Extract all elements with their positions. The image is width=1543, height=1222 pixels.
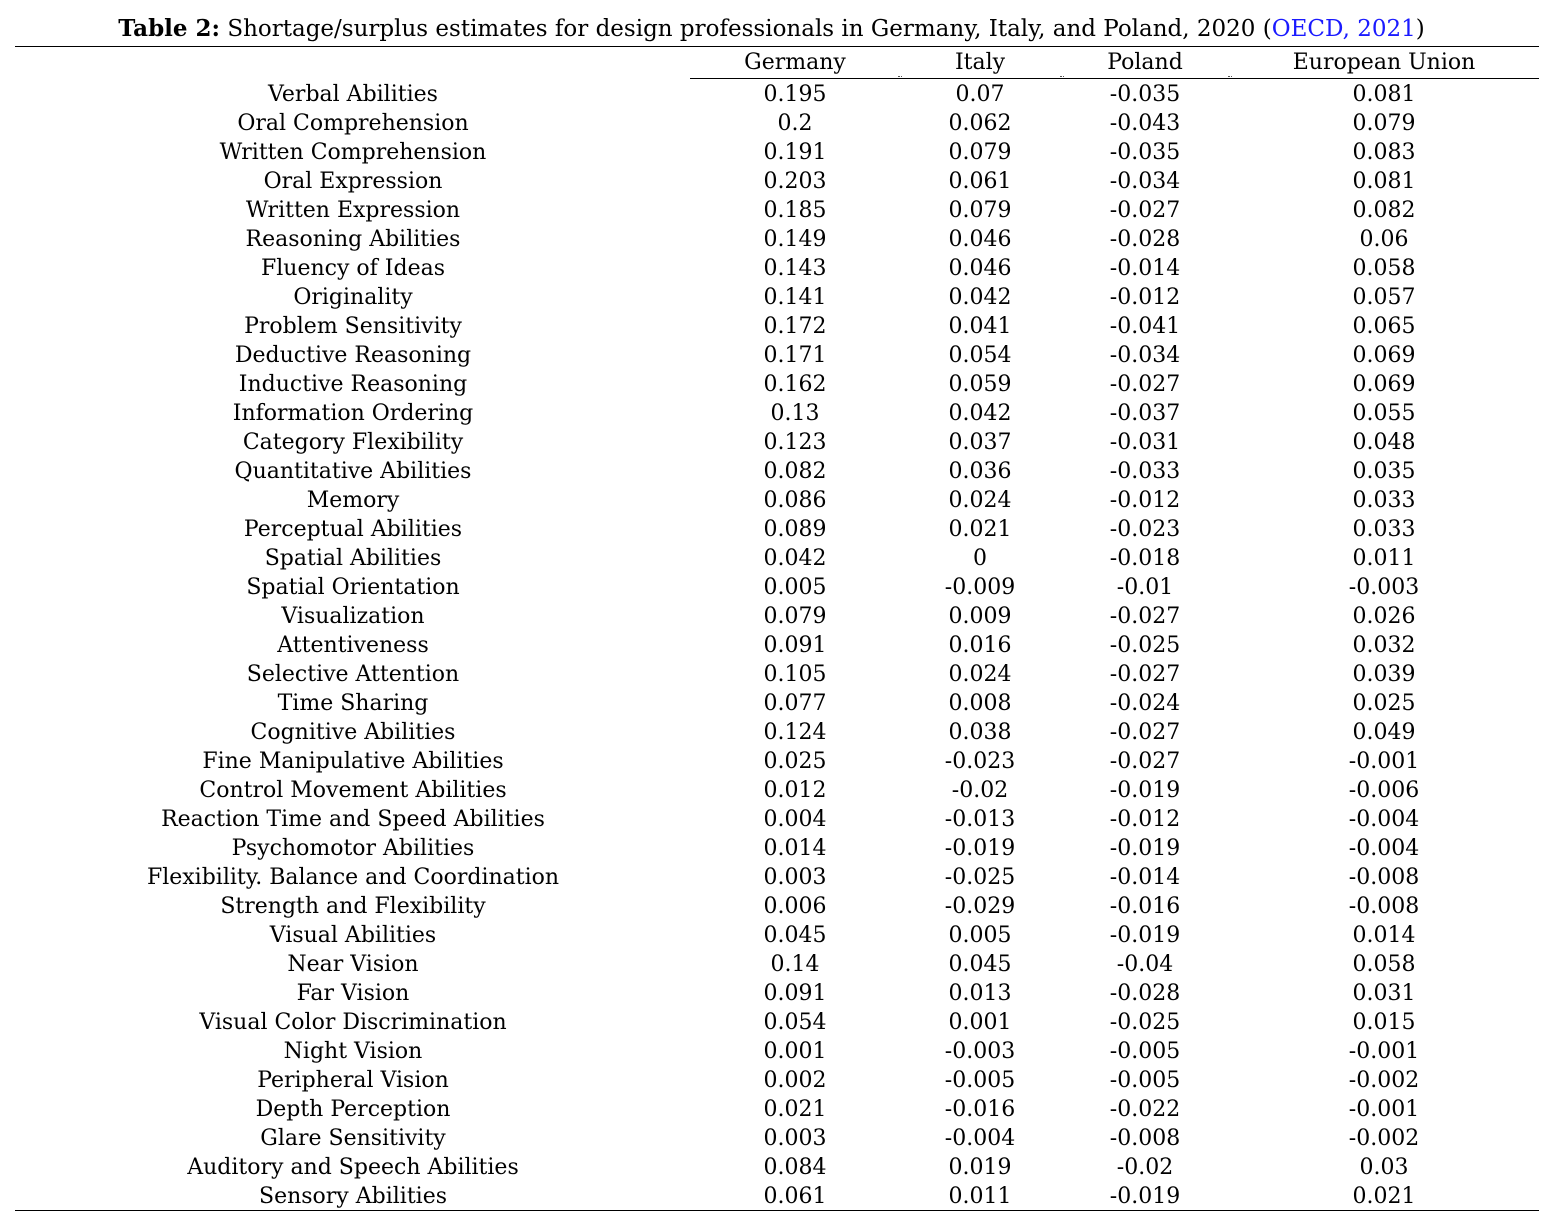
table-cell: 0.061	[763, 1184, 827, 1209]
table-cell: 0.089	[763, 517, 827, 542]
table-cell: 0.031	[1352, 981, 1416, 1006]
row-label: Visual Abilities	[269, 923, 437, 948]
row-label: Problem Sensitivity	[244, 314, 462, 339]
row-label: Glare Sensitivity	[260, 1126, 446, 1151]
table-cell: 0.083	[1352, 140, 1416, 165]
table-cell: 0.082	[763, 459, 827, 484]
table-cell: -0.031	[1109, 430, 1181, 455]
table-cell: 0.057	[1352, 285, 1416, 310]
row-label: Selective Attention	[246, 662, 460, 687]
table-cell: 0.015	[1352, 1010, 1416, 1035]
table-cell: -0.005	[944, 1068, 1016, 1093]
table-cell: 0.013	[948, 981, 1012, 1006]
table-cell: 0.185	[763, 198, 827, 223]
table-cell: -0.024	[1109, 691, 1181, 716]
table-cell: 0.004	[763, 807, 827, 832]
table-cell: 0.037	[948, 430, 1012, 455]
table-cell: -0.001	[1348, 1097, 1420, 1122]
table-cell: 0.054	[948, 343, 1012, 368]
table-header-rule	[690, 78, 1539, 79]
table-cell: 0.042	[948, 401, 1012, 426]
table-cell: -0.027	[1109, 372, 1181, 397]
table-cell: 0.012	[763, 778, 827, 803]
table-cell: -0.014	[1109, 256, 1181, 281]
table-cell: -0.008	[1348, 865, 1420, 890]
table-cell: -0.012	[1109, 807, 1181, 832]
table-cell: -0.004	[944, 1126, 1016, 1151]
row-label: Reasoning Abilities	[245, 227, 461, 252]
column-header: European Union	[1292, 50, 1476, 75]
table-cell: 0.005	[948, 923, 1012, 948]
table-cell: -0.016	[944, 1097, 1016, 1122]
table-cell: 0.123	[763, 430, 827, 455]
table-cell: -0.019	[1109, 836, 1181, 861]
table-cell: 0.011	[1352, 546, 1416, 571]
table-cell: 0.191	[763, 140, 827, 165]
row-label: Category Flexibility	[242, 430, 464, 455]
table-cell: 0.042	[948, 285, 1012, 310]
table-cell: -0.02	[1116, 1155, 1174, 1180]
table-cell: 0.081	[1352, 82, 1416, 107]
table-cell: -0.008	[1109, 1126, 1181, 1151]
table-cell: 0	[973, 546, 987, 571]
table-cell: 0.082	[1352, 198, 1416, 223]
row-label: Inductive Reasoning	[238, 372, 468, 397]
table-cell: 0.005	[763, 575, 827, 600]
row-label: Perceptual Abilities	[243, 517, 463, 542]
row-label: Far Vision	[296, 981, 410, 1006]
table-cell: 0.124	[763, 720, 827, 745]
row-label: Psychomotor Abilities	[231, 836, 475, 861]
table-cell: 0.009	[948, 604, 1012, 629]
table-caption-close: )	[1415, 16, 1425, 42]
table-cell: 0.058	[1352, 256, 1416, 281]
table-cell: 0.036	[948, 459, 1012, 484]
table-cell: 0.025	[1352, 691, 1416, 716]
row-label: Oral Comprehension	[237, 111, 469, 136]
row-label: Depth Perception	[255, 1097, 451, 1122]
row-label: Reaction Time and Speed Abilities	[161, 807, 545, 832]
table-cell: 0.079	[948, 198, 1012, 223]
table-cell: 0.07	[955, 82, 1005, 107]
table-cell: -0.004	[1348, 836, 1420, 861]
header-separator	[1228, 76, 1232, 77]
table-cell: 0.171	[763, 343, 827, 368]
table-cell: -0.019	[1109, 778, 1181, 803]
table-cell: 0.058	[1352, 952, 1416, 977]
table-cell: -0.003	[1348, 575, 1420, 600]
table-cell: 0.019	[948, 1155, 1012, 1180]
citation-link[interactable]: OECD, 2021	[1271, 16, 1416, 42]
table-cell: 0.046	[948, 256, 1012, 281]
table-cell: 0.049	[1352, 720, 1416, 745]
table-cell: 0.045	[948, 952, 1012, 977]
table-cell: 0.172	[763, 314, 827, 339]
table-cell: -0.033	[1109, 459, 1181, 484]
table-cell: -0.025	[1109, 633, 1181, 658]
row-label: Fluency of Ideas	[261, 256, 445, 281]
table-cell: 0.024	[948, 662, 1012, 687]
table-cell: -0.025	[944, 865, 1016, 890]
row-label: Visual Color Discrimination	[199, 1010, 507, 1035]
table-cell: 0.021	[1352, 1184, 1416, 1209]
table-cell: -0.002	[1348, 1068, 1420, 1093]
table-cell: 0.079	[948, 140, 1012, 165]
row-label: Auditory and Speech Abilities	[187, 1155, 519, 1180]
table-cell: -0.013	[944, 807, 1016, 832]
table-cell: 0.091	[763, 981, 827, 1006]
row-label: Time Sharing	[277, 691, 429, 716]
row-label: Spatial Orientation	[246, 575, 460, 600]
table-cell: -0.019	[1109, 923, 1181, 948]
row-label: Quantitative Abilities	[234, 459, 472, 484]
row-label: Memory	[306, 488, 400, 513]
table-cell: 0.077	[763, 691, 827, 716]
table-caption-text: Shortage/surplus estimates for design professionals in Germany, Italy, and Poland, 2020 (	[220, 16, 1272, 42]
table-cell: 0.001	[948, 1010, 1012, 1035]
table-cell: -0.028	[1109, 227, 1181, 252]
table-top-rule	[15, 46, 1539, 47]
table-cell: 0.079	[763, 604, 827, 629]
table-cell: -0.04	[1116, 952, 1174, 977]
column-header: Poland	[1107, 50, 1183, 75]
table-cell: -0.002	[1348, 1126, 1420, 1151]
row-label: Deductive Reasoning	[234, 343, 472, 368]
table-cell: 0.091	[763, 633, 827, 658]
row-label: Cognitive Abilities	[250, 720, 456, 745]
table-cell: 0.061	[948, 169, 1012, 194]
table-cell: 0.03	[1359, 1155, 1409, 1180]
table-cell: 0.003	[763, 1126, 827, 1151]
table-cell: 0.149	[763, 227, 827, 252]
table-cell: -0.016	[1109, 894, 1181, 919]
table-cell: -0.022	[1109, 1097, 1181, 1122]
table-cell: 0.033	[1352, 488, 1416, 513]
row-label: Attentiveness	[277, 633, 429, 658]
table-cell: 0.141	[763, 285, 827, 310]
table-cell: 0.041	[948, 314, 1012, 339]
table-cell: -0.034	[1109, 169, 1181, 194]
table-cell: -0.028	[1109, 981, 1181, 1006]
table-cell: 0.069	[1352, 372, 1416, 397]
table-cell: 0.065	[1352, 314, 1416, 339]
table-cell: 0.2	[777, 111, 813, 136]
table-cell: -0.02	[951, 778, 1009, 803]
row-label: Oral Expression	[263, 169, 443, 194]
table-cell: 0.06	[1359, 227, 1409, 252]
table-cell: 0.021	[763, 1097, 827, 1122]
table-cell: 0.081	[1352, 169, 1416, 194]
table-cell: -0.027	[1109, 749, 1181, 774]
row-label: Information Ordering	[232, 401, 474, 426]
table-cell: -0.012	[1109, 488, 1181, 513]
row-label: Control Movement Abilities	[199, 778, 507, 803]
table-cell: 0.162	[763, 372, 827, 397]
table-cell: 0.014	[763, 836, 827, 861]
table-cell: 0.048	[1352, 430, 1416, 455]
table-cell: 0.055	[1352, 401, 1416, 426]
column-header: Italy	[954, 50, 1006, 75]
header-separator	[1060, 76, 1064, 77]
table-cell: -0.029	[944, 894, 1016, 919]
row-label: Originality	[293, 285, 413, 310]
table-cell: 0.203	[763, 169, 827, 194]
table-cell: 0.062	[948, 111, 1012, 136]
table-cell: 0.045	[763, 923, 827, 948]
table-cell: -0.005	[1109, 1068, 1181, 1093]
table-cell: -0.003	[944, 1039, 1016, 1064]
table-cell: 0.046	[948, 227, 1012, 252]
table-cell: 0.069	[1352, 343, 1416, 368]
table-cell: 0.038	[948, 720, 1012, 745]
row-label: Spatial Abilities	[264, 546, 442, 571]
table-cell: -0.008	[1348, 894, 1420, 919]
table-cell: 0.016	[948, 633, 1012, 658]
table-cell: 0.011	[948, 1184, 1012, 1209]
table-cell: -0.027	[1109, 604, 1181, 629]
table-cell: 0.039	[1352, 662, 1416, 687]
table-cell: 0.13	[770, 401, 820, 426]
row-label: Strength and Flexibility	[220, 894, 486, 919]
table-cell: 0.042	[763, 546, 827, 571]
table-cell: 0.033	[1352, 517, 1416, 542]
row-label: Written Comprehension	[219, 140, 487, 165]
row-label: Night Vision	[283, 1039, 423, 1064]
table-cell: 0.086	[763, 488, 827, 513]
table-cell: -0.014	[1109, 865, 1181, 890]
table-cell: -0.004	[1348, 807, 1420, 832]
table-cell: -0.006	[1348, 778, 1420, 803]
row-label: Fine Manipulative Abilities	[202, 749, 504, 774]
table-cell: 0.006	[763, 894, 827, 919]
table-cell: -0.023	[944, 749, 1016, 774]
table-cell: 0.025	[763, 749, 827, 774]
table-cell: 0.195	[763, 82, 827, 107]
table-cell: -0.01	[1116, 575, 1174, 600]
table-cell: -0.041	[1109, 314, 1181, 339]
table-cell: -0.035	[1109, 82, 1181, 107]
table-cell: -0.001	[1348, 749, 1420, 774]
table-caption	[0, 14, 1543, 44]
table-cell: 0.14	[770, 952, 820, 977]
table-cell: 0.026	[1352, 604, 1416, 629]
table-cell: -0.025	[1109, 1010, 1181, 1035]
table-cell: 0.002	[763, 1068, 827, 1093]
table-cell: -0.019	[944, 836, 1016, 861]
table-cell: -0.037	[1109, 401, 1181, 426]
table-cell: -0.018	[1109, 546, 1181, 571]
row-label: Peripheral Vision	[257, 1068, 449, 1093]
row-label: Visualization	[281, 604, 425, 629]
table-cell: 0.105	[763, 662, 827, 687]
table-cell: -0.023	[1109, 517, 1181, 542]
table-cell: 0.003	[763, 865, 827, 890]
column-header: Germany	[744, 50, 846, 75]
table-cell: -0.035	[1109, 140, 1181, 165]
row-label: Verbal Abilities	[268, 82, 438, 107]
table-cell: -0.009	[944, 575, 1016, 600]
table-cell: -0.027	[1109, 662, 1181, 687]
row-label: Flexibility. Balance and Coordination	[146, 865, 560, 890]
table-cell: 0.059	[948, 372, 1012, 397]
table-cell: -0.005	[1109, 1039, 1181, 1064]
table-caption-label: Table 2:	[118, 15, 221, 42]
header-separator	[898, 76, 902, 77]
row-label: Sensory Abilities	[259, 1184, 447, 1209]
table-cell: 0.032	[1352, 633, 1416, 658]
table-cell: 0.014	[1352, 923, 1416, 948]
table-cell: 0.024	[948, 488, 1012, 513]
row-label: Written Expression	[245, 198, 461, 223]
table-cell: -0.027	[1109, 720, 1181, 745]
row-label: Near Vision	[287, 952, 419, 977]
table-cell: -0.034	[1109, 343, 1181, 368]
table-cell: 0.001	[763, 1039, 827, 1064]
table-cell: -0.012	[1109, 285, 1181, 310]
table-cell: -0.001	[1348, 1039, 1420, 1064]
table-cell: -0.027	[1109, 198, 1181, 223]
table-cell: 0.143	[763, 256, 827, 281]
table-cell: 0.021	[948, 517, 1012, 542]
table-cell: 0.008	[948, 691, 1012, 716]
table-cell: 0.035	[1352, 459, 1416, 484]
table-cell: -0.019	[1109, 1184, 1181, 1209]
table-cell: 0.079	[1352, 111, 1416, 136]
table-cell: -0.043	[1109, 111, 1181, 136]
table-cell: 0.054	[763, 1010, 827, 1035]
table-cell: 0.084	[763, 1155, 827, 1180]
